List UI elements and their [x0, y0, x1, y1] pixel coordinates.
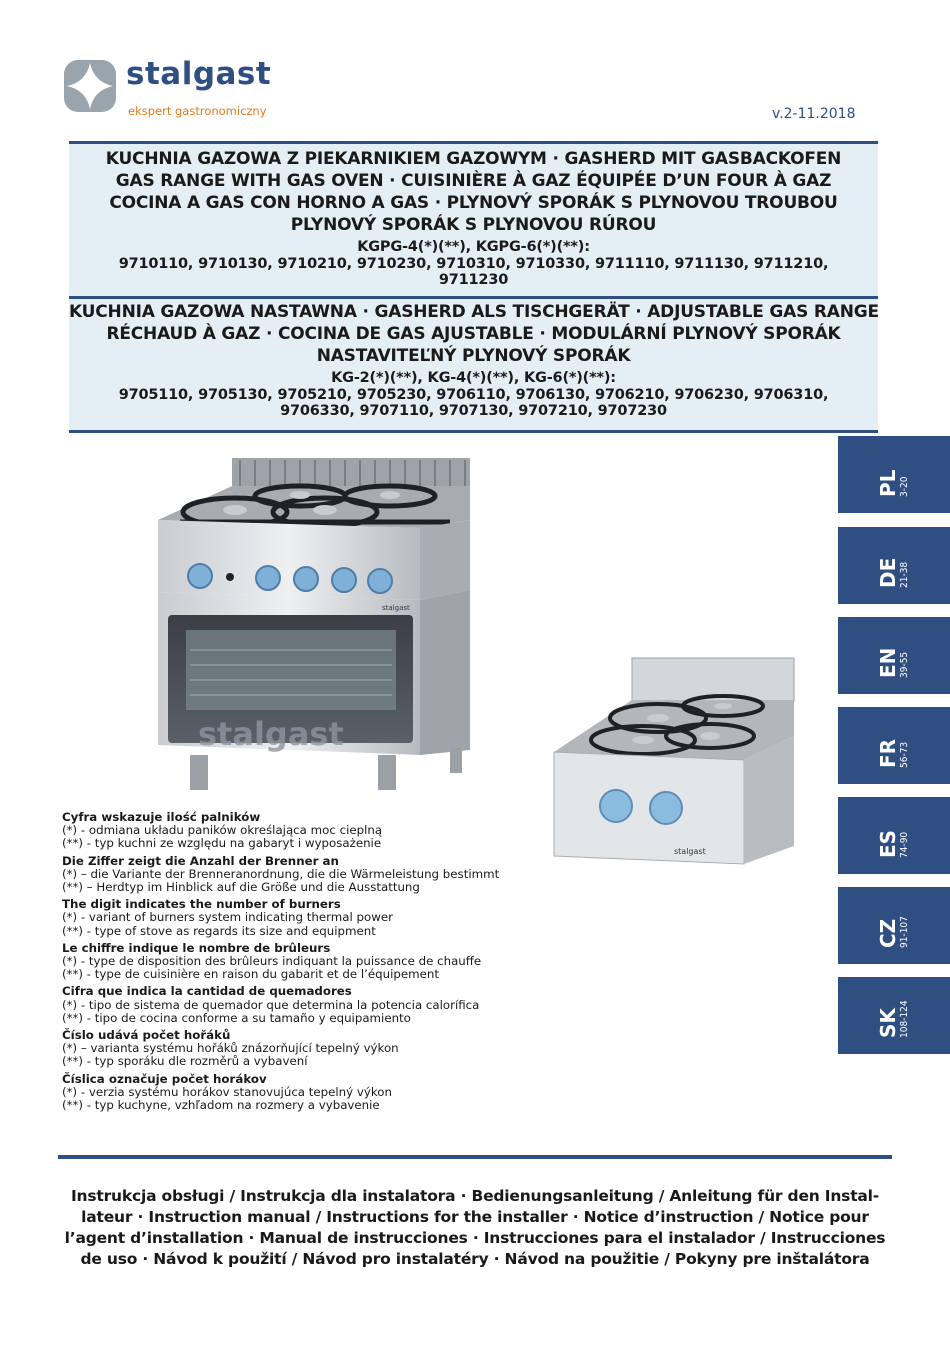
tab-language-code: CZ: [876, 918, 900, 948]
model-notes: [62, 811, 582, 1116]
company-logo: [64, 56, 294, 130]
footer-line: Instrukcja obsługi / Instrukcja dla instalatora · Bedienungsanleitung / Anleitung für den Instal-: [70, 1187, 880, 1205]
note-line: (**) - typ kuchni ze względu na gabaryt i wyposażenie: [62, 836, 382, 851]
tab-page-range: 56-73: [899, 741, 910, 768]
tab-language-code: FR: [876, 738, 900, 768]
title-line: RÉCHAUD À GAZ · COCINA DE GAS AJUSTABLE · MODULÁRNÍ PLYNOVÝ SPORÁK: [106, 324, 841, 344]
note-heading: Číslica označuje počet horákov: [62, 1071, 267, 1086]
note-heading: The digit indicates the number of burners: [62, 897, 341, 912]
note-line: (*) – varianta systému hořáků znázorňující tepelný výkon: [62, 1041, 399, 1056]
note-group-fr: [62, 942, 582, 982]
note-line: (**) - typ kuchyne, vzhľadom na rozmery a vybavenie: [62, 1098, 380, 1113]
title-line: PLYNOVÝ SPORÁK S PLYNOVOU RÚROU: [290, 215, 657, 235]
note-line: (**) - type de cuisinière en raison du gabarit et de l’équipement: [62, 967, 439, 982]
footer-line: lateur · Instruction manual / Instructions for the installer · Notice d’instruction / Notice pour: [81, 1208, 869, 1226]
model-codes-line: KG-2(*)(**), KG-4(*)(**), KG-6(*)(**):: [331, 370, 616, 386]
tab-page-range: 21-38: [899, 561, 910, 588]
tab-language-code: PL: [876, 469, 900, 497]
tab-language-code: SK: [876, 1008, 900, 1038]
note-heading: Číslo udává počet hořáků: [62, 1028, 231, 1043]
note-line: (*) – die Variante der Brenneranordnung, die die Wärmeleistung bestimmt: [62, 866, 500, 881]
note-line: (*) - variant of burners system indicating thermal power: [62, 910, 393, 925]
footer-divider: [58, 1155, 892, 1159]
tab-sk[interactable]: [838, 977, 950, 1054]
model-codes-line: 9705110, 9705130, 9705210, 9705230, 9706110, 9706130, 9706210, 9706230, 9706310,: [118, 386, 829, 403]
tab-en[interactable]: [838, 617, 950, 694]
version-label: v.2-11.2018: [772, 106, 856, 122]
model-codes-line: 9706330, 9707110, 9707130, 9707210, 9707230: [280, 403, 667, 419]
model-codes-line: KGPG-4(*)(**), KGPG-6(*)(**):: [357, 239, 590, 255]
title-line: GAS RANGE WITH GAS OVEN · CUISINIÈRE À GAZ ÉQUIPÉE D’UN FOUR À GAZ: [115, 171, 832, 191]
footer-line: de uso · Návod k použití / Návod pro instalatéry · Návod na použitie / Pokyny pre inštalátora: [80, 1250, 870, 1268]
tab-page-range: 39-55: [899, 651, 910, 678]
note-line: (*) - verzia systému horákov stanovujúca tepelný výkon: [62, 1084, 392, 1099]
logo-tagline: ekspert gastronomiczny: [128, 104, 267, 118]
gas-range-tabletop-image: [548, 656, 798, 866]
tab-de[interactable]: [838, 527, 950, 604]
tab-pl[interactable]: [838, 436, 950, 513]
tab-es[interactable]: [838, 797, 950, 874]
oven-badge: stalgast: [382, 604, 410, 612]
stalgast-logo-icon: [64, 60, 116, 112]
logo-name: stalgast: [126, 56, 272, 92]
note-line: (**) - typ sporáku dle rozměrů a vybavení: [62, 1054, 308, 1069]
tabletop-badge: stalgast: [674, 847, 706, 856]
note-heading: Cyfra wskazuje ilość palników: [62, 810, 261, 824]
note-group-es: [62, 985, 582, 1025]
tab-page-range: 108-124: [899, 1000, 910, 1038]
product-header-oven: [69, 141, 878, 297]
note-heading: Cifra que indica la cantidad de quemadores: [62, 984, 352, 999]
note-line: (*) - tipo de sistema de quemador que determina la potencia calorífica: [62, 997, 480, 1012]
note-line: (*) - type de disposition des brûleurs indiquant la puissance de chauffe: [62, 954, 482, 969]
note-group-cz: [62, 1029, 582, 1069]
gas-range-oven-image: [150, 450, 480, 795]
tab-page-range: 3-20: [899, 476, 910, 497]
tab-language-code: ES: [876, 829, 900, 858]
title-line: KUCHNIA GAZOWA NASTAWNA · GASHERD ALS TISCHGERÄT · ADJUSTABLE GAS RANGE: [69, 302, 879, 322]
oven-door-brand: stalgast: [198, 715, 344, 753]
tab-page-range: 91-107: [899, 916, 910, 948]
note-group-pl: [62, 811, 582, 851]
tab-cz[interactable]: [838, 887, 950, 964]
note-group-en: [62, 898, 582, 938]
tab-language-code: EN: [876, 647, 900, 678]
title-line: KUCHNIA GAZOWA Z PIEKARNIKIEM GAZOWYM · GASHERD MIT GASBACKOFEN: [105, 149, 842, 169]
note-line: (**) - type of stove as regards its size and equipment: [62, 923, 376, 938]
note-line: (**) - tipo de cocina conforme a su tamaño y equipamiento: [62, 1010, 411, 1025]
model-codes-line: 9711230: [438, 272, 509, 288]
tab-language-code: DE: [876, 557, 900, 588]
note-group-sk: [62, 1073, 582, 1113]
note-heading: Die Ziffer zeigt die Anzahl der Brenner an: [62, 853, 339, 868]
model-codes-line: 9710110, 9710130, 9710210, 9710230, 9710310, 9710330, 9711110, 9711130, 9711210,: [118, 255, 829, 272]
tab-page-range: 74-90: [899, 831, 910, 858]
note-group-de: [62, 855, 582, 895]
note-line: (*) - odmiana układu paników określająca moc cieplną: [62, 823, 383, 838]
note-heading: Le chiffre indique le nombre de brûleurs: [62, 940, 331, 955]
product-header-tabletop: [69, 296, 878, 433]
title-line: NASTAVITEĽNÝ PLYNOVÝ SPORÁK: [316, 346, 631, 366]
manual-title: [58, 1186, 892, 1270]
note-line: (**) – Herdtyp im Hinblick auf die Größe und die Ausstattung: [62, 880, 420, 895]
title-line: COCINA A GAS CON HORNO A GAS · PLYNOVÝ SPORÁK S PLYNOVOU TROUBOU: [109, 193, 838, 213]
footer-line: l’agent d’installation · Manual de instrucciones · Instrucciones para el instalador / Instrucciones: [64, 1229, 886, 1247]
tab-fr[interactable]: [838, 707, 950, 784]
